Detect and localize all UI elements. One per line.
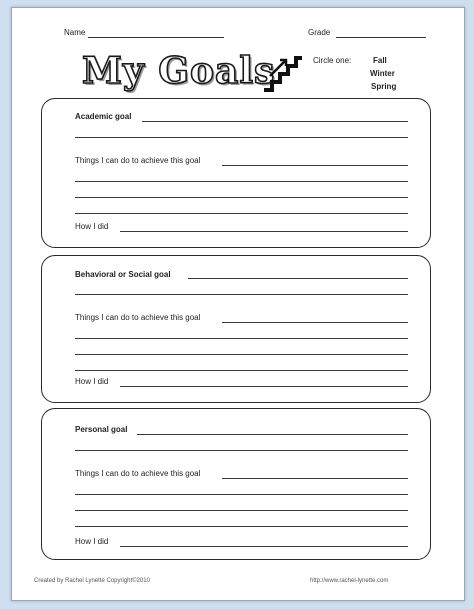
things-line[interactable]: [75, 526, 408, 527]
things-line[interactable]: [75, 181, 408, 182]
things-line[interactable]: [75, 197, 408, 198]
behavioral-goal-section: [41, 255, 431, 403]
grade-label: Grade: [308, 28, 331, 37]
stairs-icon: [262, 52, 304, 97]
circle-one-label: Circle one:: [313, 56, 352, 65]
how-i-did-label: How I did: [75, 222, 109, 231]
goal-line[interactable]: [75, 294, 408, 295]
page-title: My Goals: [82, 50, 276, 92]
things-line[interactable]: [75, 510, 408, 511]
how-i-did-label: How I did: [75, 377, 109, 386]
things-line[interactable]: [222, 165, 408, 166]
goal-line[interactable]: [188, 278, 408, 279]
goal-line[interactable]: [142, 121, 408, 122]
goal-line[interactable]: [137, 434, 408, 435]
things-line[interactable]: [222, 322, 408, 323]
copyright-text: Created by Rachel Lynette Copyright©2010: [34, 578, 150, 584]
worksheet-page: [11, 7, 465, 601]
season-winter[interactable]: Winter: [370, 69, 395, 78]
things-line[interactable]: [75, 213, 408, 214]
things-line[interactable]: [75, 370, 408, 371]
season-spring[interactable]: Spring: [371, 82, 397, 91]
goal-line[interactable]: [75, 450, 408, 451]
things-label: Things I can do to achieve this goal: [75, 313, 201, 322]
how-i-did-line[interactable]: [120, 546, 408, 547]
academic-goal-section: [41, 98, 431, 248]
website-url: http://www.rachel-lynette.com: [310, 578, 389, 584]
grade-field[interactable]: [336, 37, 426, 38]
how-i-did-line[interactable]: [120, 231, 408, 232]
things-line[interactable]: [75, 338, 408, 339]
name-label: Name: [64, 28, 86, 37]
personal-goal-section: [41, 408, 431, 560]
academic-goal-label: Academic goal: [75, 112, 132, 121]
personal-goal-label: Personal goal: [75, 425, 128, 434]
things-line[interactable]: [75, 494, 408, 495]
name-field[interactable]: [88, 37, 224, 38]
season-fall[interactable]: Fall: [373, 56, 387, 65]
things-line[interactable]: [75, 354, 408, 355]
things-label: Things I can do to achieve this goal: [75, 156, 201, 165]
behavioral-goal-label: Behavioral or Social goal: [75, 270, 171, 279]
how-i-did-label: How I did: [75, 537, 109, 546]
things-line[interactable]: [222, 478, 408, 479]
how-i-did-line[interactable]: [120, 386, 408, 387]
goal-line[interactable]: [75, 137, 408, 138]
things-label: Things I can do to achieve this goal: [75, 469, 201, 478]
